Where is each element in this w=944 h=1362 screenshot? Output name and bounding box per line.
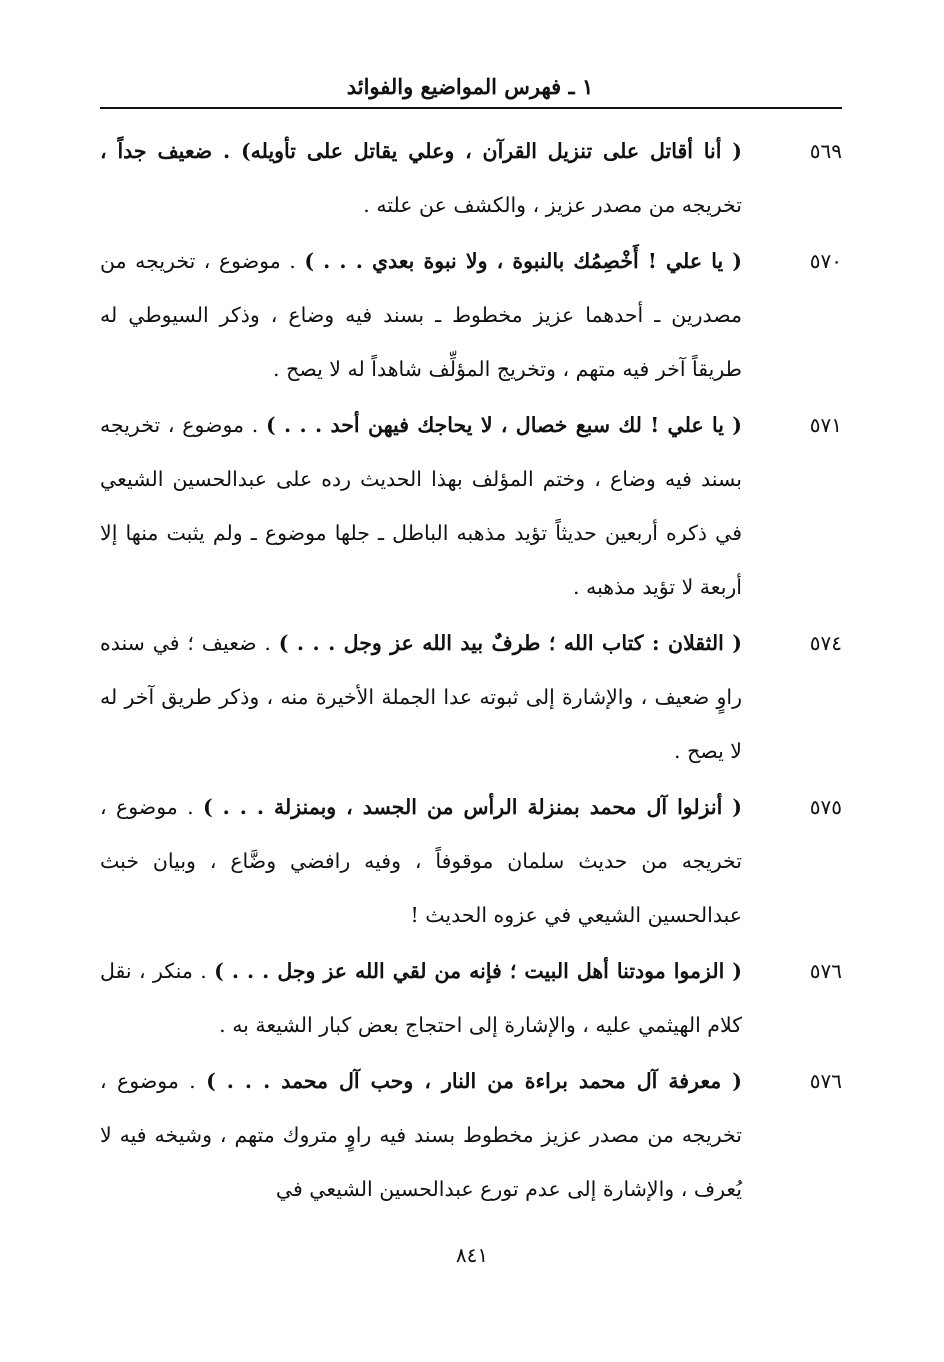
page-number: ٨٤١ xyxy=(455,1243,489,1267)
entry-commentary: . ضعيف ؛ في سنده راوٍ ضعيف ، والإشارة إلى ثبوته عدا الجملة الأخيرة منه ، وذكر طريق آخر له لا يصح . xyxy=(100,631,742,763)
index-entry xyxy=(100,944,842,1052)
index-entry xyxy=(100,616,842,778)
entry-number: ٥٦٩ xyxy=(809,139,842,163)
hadith-text: ( أنا أقاتل على تنزيل القرآن ، وعلي يقاتل على تأويله) . ضعيف جداً ، xyxy=(100,139,742,163)
entry-commentary: . موضوع ، تخريجه من مصدرين ـ أحدهما عزيز مخطوط ـ بسند فيه وضاع ، وذكر السيوطي له طريقاً آخر فيه متهم ، وتخريج المؤلِّف شاهداً له لا يصح . xyxy=(100,249,742,381)
entry-commentary: . موضوع ، تخريجه من مصدر عزيز مخطوط بسند فيه راوٍ متروك متهم ، وشيخه فيه لا يُعرف ، والإشارة إلى عدم تورع عبدالحسين الشيعي في xyxy=(100,1069,742,1201)
entry-commentary: تخريجه من مصدر عزيز ، والكشف عن علته . xyxy=(363,193,742,217)
entry-text-block xyxy=(100,398,742,614)
index-entry xyxy=(100,398,842,614)
entry-number: ٥٧١ xyxy=(809,413,842,437)
index-entry xyxy=(100,234,842,396)
index-entry xyxy=(100,780,842,942)
entry-text-block xyxy=(100,1054,742,1216)
header-rule xyxy=(100,107,842,109)
hadith-text: ( الثقلان : كتاب الله ؛ طرفٌ بيد الله عز وجل . . . ) xyxy=(278,631,742,655)
entry-text-block xyxy=(100,616,742,778)
entry-text-block xyxy=(100,234,742,396)
entry-text-block xyxy=(100,780,742,942)
entry-number: ٥٧٦ xyxy=(809,959,842,983)
entry-number: ٥٧٠ xyxy=(809,249,842,273)
entry-commentary: . موضوع ، تخريجه من حديث سلمان موقوفاً ، وفيه رافضي وضَّاع ، وبيان خبث عبدالحسين الشيعي في عزوه الحديث ! xyxy=(100,795,742,927)
entry-number: ٥٧٦ xyxy=(809,1069,842,1093)
hadith-text: ( يا علي ! لك سبع خصال ، لا يحاجك فيهن أحد . . . ) xyxy=(266,413,742,437)
index-entries xyxy=(100,124,842,1216)
running-head-title: ١ ـ فهرس المواضيع والفوائد xyxy=(346,74,594,99)
hadith-text: ( أنزلوا آل محمد بمنزلة الرأس من الجسد ، وبمنزلة . . . ) xyxy=(203,795,742,819)
entry-number: ٥٧٥ xyxy=(809,795,842,819)
index-entry xyxy=(100,124,842,232)
entry-text-block xyxy=(100,124,742,232)
entry-text-block xyxy=(100,944,742,1052)
index-entry xyxy=(100,1054,842,1216)
entry-commentary: . موضوع ، تخريجه بسند فيه وضاع ، وختم المؤلف بهذا الحديث رده على عبدالحسين الشيعي في ذكره أربعين حديثاً تؤيد مذهبه الباطل ـ جلها موضوع ـ ولم يثبت منها إلا أربعة لا تؤيد مذهبه . xyxy=(100,413,742,599)
hadith-text: ( معرفة آل محمد براءة من النار ، وحب آل محمد . . . ) xyxy=(206,1069,742,1093)
hadith-text: ( يا علي ! أَخْصِمُك بالنبوة ، ولا نبوة بعدي . . . ) xyxy=(304,249,742,273)
entry-commentary: . منكر ، نقل كلام الهيثمي عليه ، والإشارة إلى احتجاج بعض كبار الشيعة به . xyxy=(100,959,742,1037)
hadith-text: ( الزموا مودتنا أهل البيت ؛ فإنه من لقي الله عز وجل . . . ) xyxy=(214,959,742,983)
entry-number: ٥٧٤ xyxy=(809,631,842,655)
